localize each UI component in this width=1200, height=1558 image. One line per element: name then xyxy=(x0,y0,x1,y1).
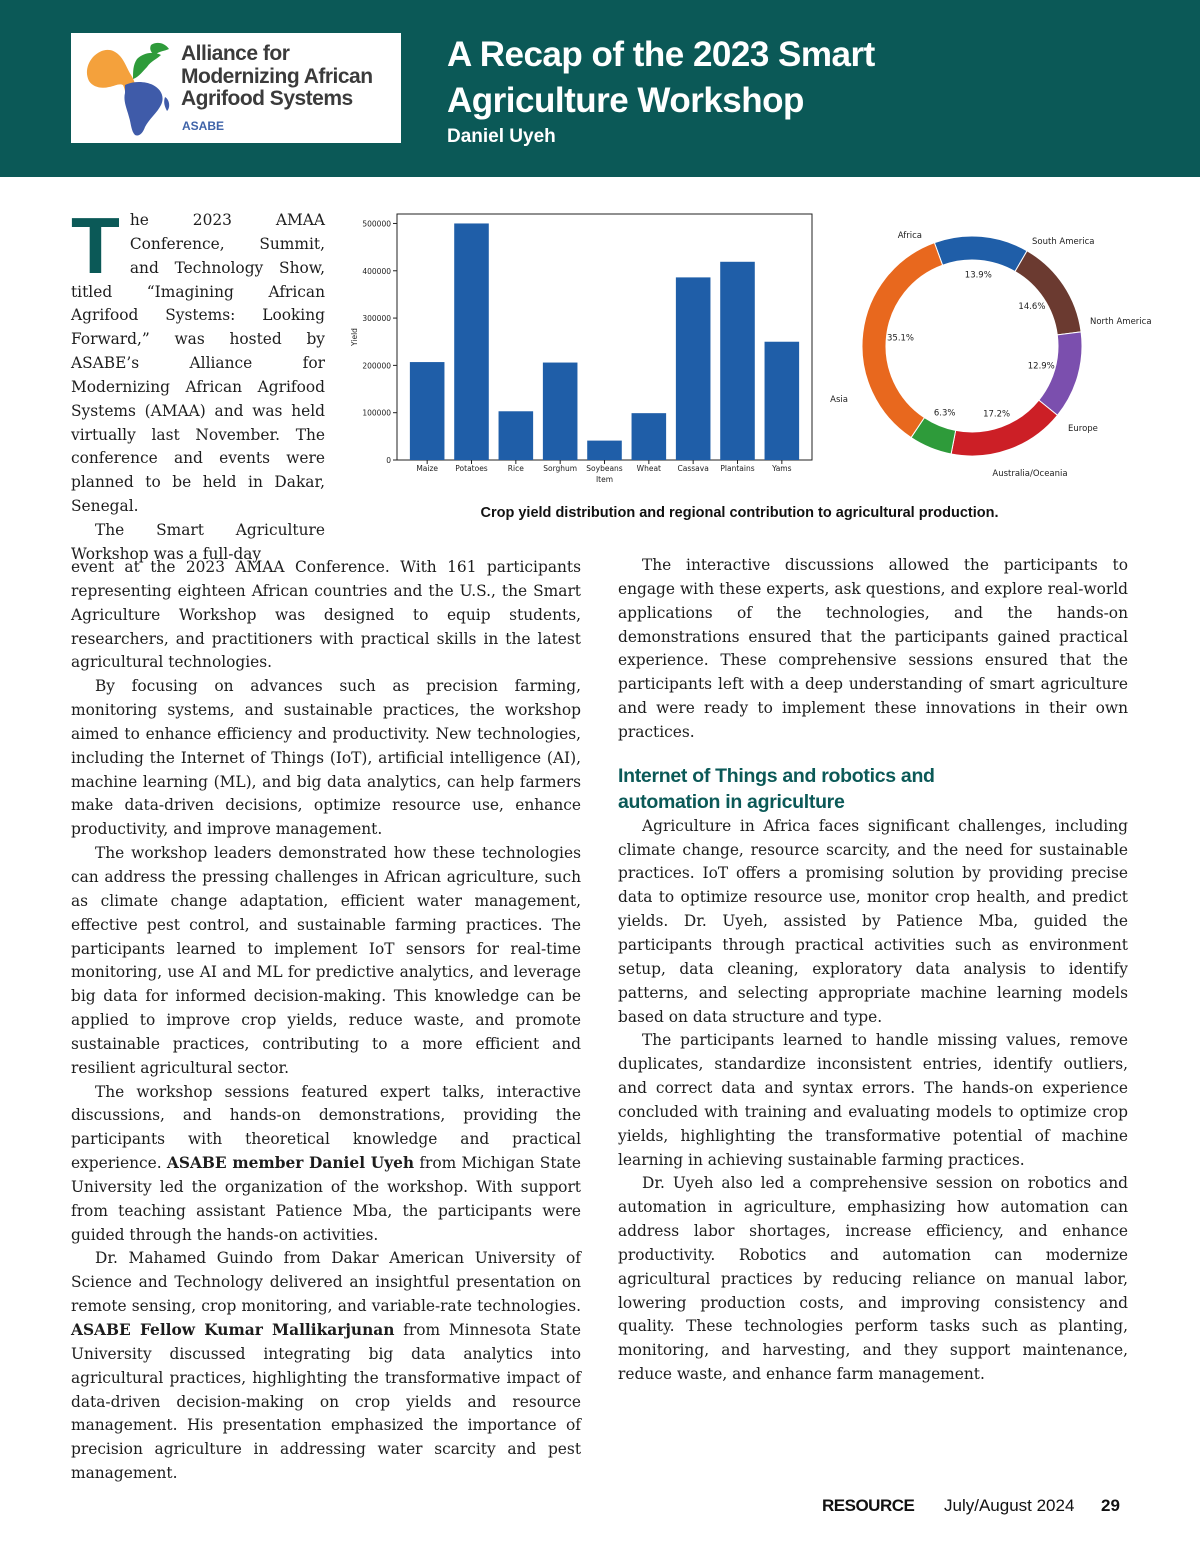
paragraph: By focusing on advances such as precision farming, monitoring systems, and sustainable practices, the workshop aimed to enhance efficiency and productivity. New technologies, including the Internet of Things (IoT), artificial intelligence (AI), machine learning (ML), and big data analytics, can help farmers make data-driven decisions, optimize resource use, enhance productivity, and improve management. xyxy=(71,677,581,839)
slice-value-label: 6.3% xyxy=(933,408,956,419)
bold-name: ASABE Fellow Kumar Mallikarjunan xyxy=(71,1321,395,1339)
paragraph: Dr. Mahamed Guindo from Dakar American University of Science and Technology delivered an insightful presentation on remote sensing, crop monitoring, and variable-rate technologies. ASABE Fellow Kumar Mallikarjunan from Minnesota State University discussed integrating big data analytics into agricultural practices, highlighting the transformative impact of data-driven decision-making on crop yields and resource management. His presentation emphasized the importance of precision agriculture in addressing water scarcity and pest management. xyxy=(71,1249,581,1483)
bar-cassava xyxy=(676,277,711,460)
y-tick-label: 500000 xyxy=(362,219,391,229)
africa-map-icon xyxy=(81,37,181,139)
right-column xyxy=(618,554,1128,1387)
footer-page-number: 29 xyxy=(1101,1496,1120,1515)
left-column xyxy=(71,556,581,1486)
slice-value-label: 14.6% xyxy=(1018,302,1046,313)
intro-text xyxy=(71,201,325,567)
page-title: A Recap of the 2023 Smart Agriculture Workshop xyxy=(447,35,875,120)
bar-potatoes xyxy=(454,223,489,460)
slice-name-label: Africa xyxy=(897,231,922,241)
slice-name-label: North America xyxy=(1090,317,1152,327)
bar-plantains xyxy=(720,262,755,460)
drop-cap: T xyxy=(71,201,120,290)
x-tick-label: Rice xyxy=(507,464,524,473)
figure xyxy=(347,208,1162,492)
slice-value-label: 13.9% xyxy=(964,270,992,281)
logo-subtitle: ASABE xyxy=(182,119,225,133)
paragraph: The Smart Agriculture Workshop was a full-day xyxy=(71,520,325,563)
y-tick-label: 0 xyxy=(386,456,391,465)
slice-name-label: Australia/Oceania xyxy=(992,469,1068,479)
section-heading: Internet of Things and robotics and automation in agriculture xyxy=(618,764,935,813)
bar-wheat xyxy=(632,413,667,460)
x-tick-label: Sorghum xyxy=(543,464,578,473)
bar-maize xyxy=(410,362,445,460)
slice-south-america xyxy=(1015,251,1081,335)
x-tick-label: Yams xyxy=(772,464,792,473)
footer-publication: RESOURCE xyxy=(822,1496,915,1515)
slice-value-label: 17.2% xyxy=(983,409,1011,420)
author-byline: Daniel Uyeh xyxy=(447,126,556,147)
slice-value-label: 12.9% xyxy=(1027,361,1055,372)
x-tick-label: Maize xyxy=(416,464,439,473)
figure-caption: Crop yield distribution and regional contribution to agricultural production. xyxy=(480,505,999,521)
slice-name-label: South America xyxy=(1032,237,1095,247)
y-tick-label: 100000 xyxy=(362,408,391,418)
slice-value-label: 35.1% xyxy=(887,333,915,344)
x-tick-label: Soybeans xyxy=(586,464,623,473)
slice-north-america xyxy=(1039,332,1082,415)
bold-name: ASABE member Daniel Uyeh xyxy=(166,1154,415,1173)
bar-sorghum xyxy=(543,363,578,460)
donut-chart xyxy=(822,208,1162,492)
x-tick-label: Plantains xyxy=(720,464,755,473)
x-tick-label: Potatoes xyxy=(455,464,488,473)
paragraph: The 2023 AMAA Conference, Summit, and Technology Show, titled “Imagining African Agrifood Systems: Looking Forward,” was hosted by ASABE’s Alliance for Modernizing African Agrifood Systems (AMAA) and was held virtually last November. The conference and events were planned to be held in Dakar, Senegal. xyxy=(71,201,325,516)
x-tick-label: Wheat xyxy=(636,464,661,473)
paragraph: The workshop leaders demonstrated how these technologies can address the pressing challenges in African agriculture, such as climate change adaptation, efficient water management, effective pest control, and sustainable farming practices. The participants learned to implement IoT sensors for real-time monitoring, use AI and ML for predictive analytics, and leverage big data for informed decision-making. This knowledge can be applied to improve crop yields, reduce waste, and promote sustainable practices, contributing to a more efficient and resilient agricultural sector. xyxy=(71,844,581,1077)
paragraph: Dr. Uyeh also led a comprehensive session on robotics and automation in agriculture, emphasizing how automation can address labor shortages, increase efficiency, and enhance productivity. Robotics and automation can modernize agricultural practices by reducing reliance on manual labor, lowering production costs, and improving consistency and quality. These technologies perform tasks such as planting, monitoring, and harvesting, and they support maintenance, reduce waste, and enhance farm management. xyxy=(618,1174,1128,1384)
y-tick-label: 200000 xyxy=(362,361,391,371)
y-axis-label: Yield xyxy=(350,328,359,346)
logo-text: Alliance for Modernizing African Agrifood Systems xyxy=(181,42,373,110)
x-tick-label: Cassava xyxy=(677,464,709,473)
slice-africa xyxy=(934,236,1027,272)
paragraph: The participants learned to handle missing values, remove duplicates, standardize inconsistent entries, identify outliers, and correct data and syntax errors. The hands-on experience concluded with training and evaluating models to optimize crop yields, highlighting the transformative potential of machine learning in achieving sustainable farming practices. xyxy=(618,1031,1128,1169)
y-tick-label: 400000 xyxy=(362,266,391,276)
slice-name-label: Europe xyxy=(1068,424,1098,434)
slice-europe xyxy=(951,400,1057,456)
footer-date: July/August 2024 xyxy=(944,1496,1075,1515)
x-axis-label: Item xyxy=(595,475,614,484)
paragraph: The interactive discussions allowed the participants to engage with these experts, ask questions, and explore real-world applications of the technologies, and the hands-on demonstrations ensured that the participants gained practical experience. These comprehensive sessions ensured that the participants left with a deep understanding of smart agriculture and were ready to implement these innovations in their own practices. xyxy=(618,556,1128,741)
logo xyxy=(71,33,401,143)
paragraph: Agriculture in Africa faces significant challenges, including climate change, resource scarcity, and the need for sustainable practices. IoT offers a promising solution by providing precise data to optimize resource use, monitor crop health, and predict yields. Dr. Uyeh, assisted by Patience Mba, guided the participants through practical activities such as environment setup, data cleaning, exploratory data analysis to identify patterns, and selecting appropriate machine learning models based on data structure and type. xyxy=(618,816,1128,1026)
header-banner xyxy=(0,0,1200,177)
bar-soybeans xyxy=(587,441,622,460)
bar-chart xyxy=(347,208,817,492)
paragraph: event at the 2023 AMAA Conference. With 161 participants representing eighteen African countries and the U.S., the Smart Agriculture Workshop was designed to equip students, researchers, and practitioners with practical skills in the latest agricultural technologies. xyxy=(71,558,581,672)
slice-name-label: Asia xyxy=(830,395,848,405)
bar-yams xyxy=(765,342,800,460)
y-tick-label: 300000 xyxy=(362,314,391,324)
bar-rice xyxy=(499,411,534,460)
paragraph: The workshop sessions featured expert talks, interactive discussions, and hands-on demonstrations, providing the participants with theoretical knowledge and practical experience. ASABE member Daniel Uyeh from Michigan State University led the organization of the workshop. With support from teaching assistant Patience Mba, the participants were guided through the hands-on activities. xyxy=(71,1082,581,1244)
